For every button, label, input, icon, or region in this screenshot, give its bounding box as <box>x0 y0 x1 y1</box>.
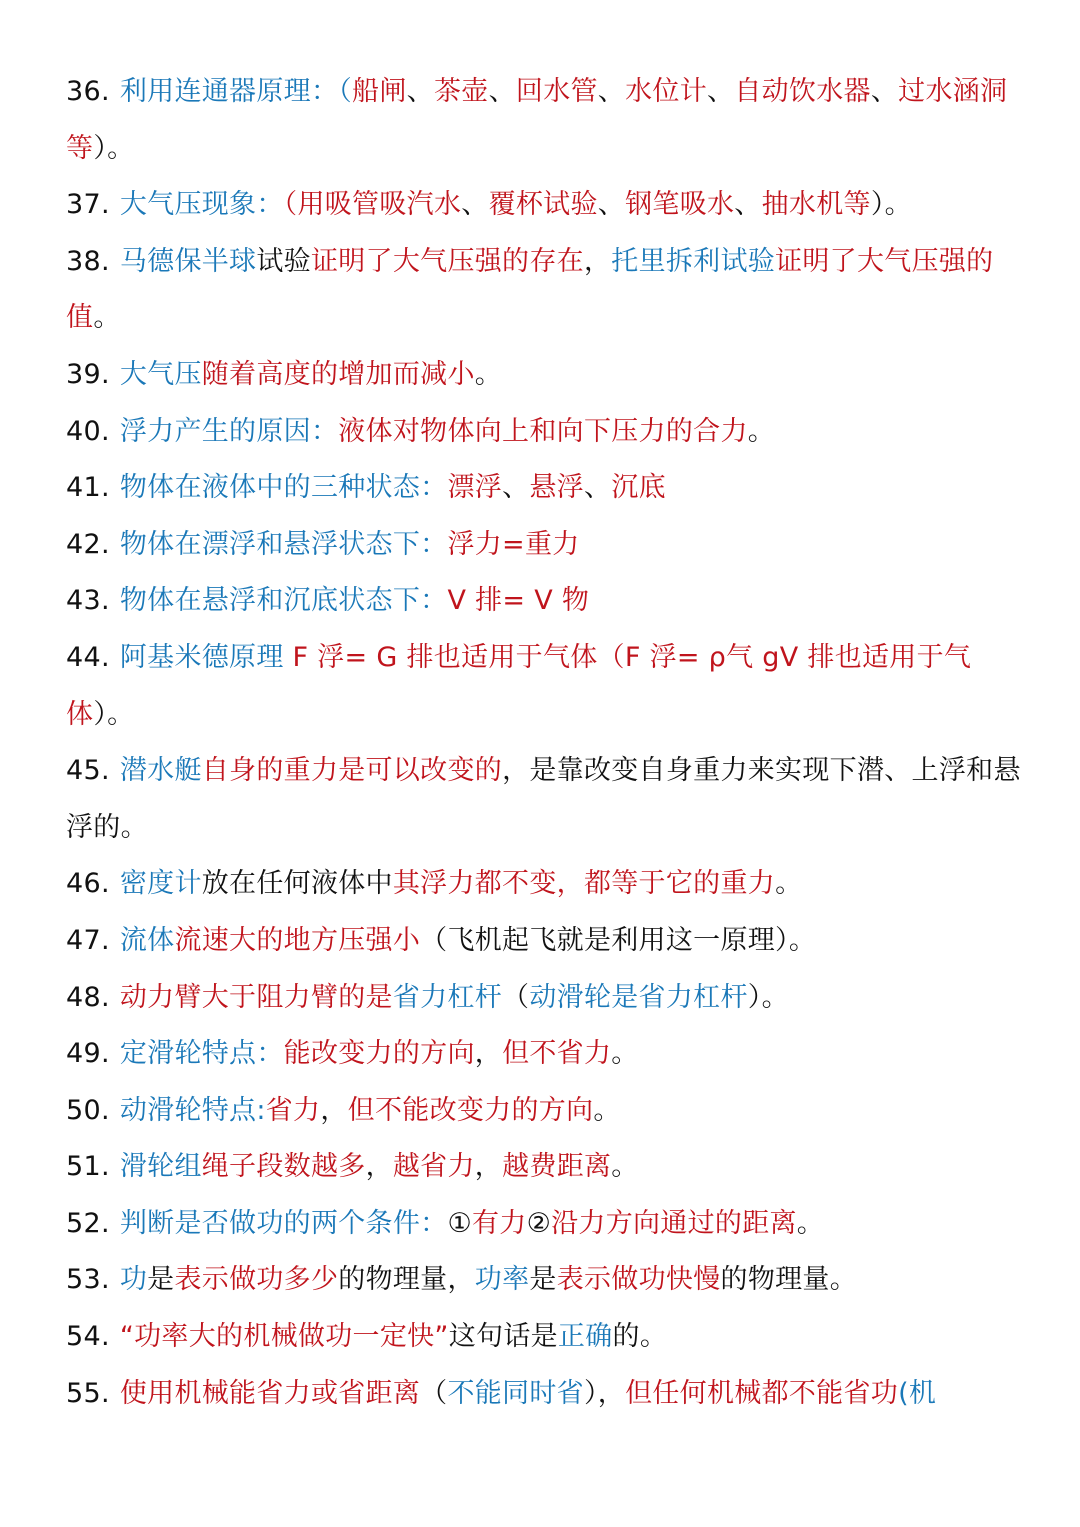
item-text-segment: 能改变力的方向 <box>283 1038 475 1070</box>
item-text-segment: 密度计 <box>119 868 202 900</box>
item-text-segment: （ <box>502 981 530 1013</box>
item-number: 52. <box>66 1207 110 1239</box>
item-text-segment: 随着高度的增加而减小 <box>201 358 475 390</box>
list-item <box>66 460 1026 517</box>
item-text-segment: 放在任何液体中 <box>201 868 393 900</box>
item-text-segment: 试验 <box>256 245 311 277</box>
item-text-segment: 沉底 <box>611 472 666 504</box>
item-text-segment: 证明了大气压强的值 <box>66 245 994 334</box>
item-text-segment: 钢笔吸水 <box>625 189 735 221</box>
item-number: 55. <box>66 1377 110 1409</box>
item-number: 48. <box>66 981 110 1013</box>
item-number: 38. <box>66 245 110 277</box>
item-text-segment: ，是靠改变自身重力来实现下潜、上浮和悬浮的。 <box>66 755 1021 843</box>
item-text-segment: ）。 <box>93 132 135 164</box>
item-text-segment: ）。 <box>747 981 789 1013</box>
item-number: 51. <box>66 1151 110 1183</box>
item-text-segment: 绳子段数越多 <box>201 1151 366 1183</box>
item-text-segment: 。 <box>611 1151 639 1183</box>
item-text-segment: ）。 <box>870 189 912 221</box>
item-text-segment: 。 <box>796 1207 825 1239</box>
item-text-segment: 大气压 <box>119 358 202 390</box>
item-text-segment: 正确 <box>557 1321 613 1353</box>
item-text-segment: （飞机起飞就是利用这一原理）。 <box>420 924 817 956</box>
notes-document <box>66 64 1026 1422</box>
item-number: 50. <box>66 1094 110 1126</box>
item-text-segment: 浮力产生的原因： <box>119 415 339 447</box>
item-text-segment: 自身的重力是可以改变的 <box>201 755 503 787</box>
item-text-segment: 的。 <box>612 1321 668 1353</box>
item-text-segment: 托里拆利试验 <box>611 245 776 277</box>
item-text-segment: 液体对物体向上和向下压力的合力 <box>338 415 748 447</box>
item-text-segment: 动滑轮是省力杠杆 <box>529 981 748 1013</box>
item-text-segment: 是 <box>529 1264 557 1296</box>
item-text-segment: ① <box>447 1207 472 1239</box>
item-text-segment: 功率 <box>474 1264 530 1296</box>
item-text-segment: 、 <box>707 76 735 107</box>
item-text-segment: 。 <box>775 868 803 900</box>
item-text-segment: （用吸管吸汽水 <box>283 189 462 221</box>
item-text-segment: 这句话是 <box>448 1321 558 1353</box>
item-text-segment: 大气压现象： <box>119 189 284 221</box>
item-number: 53. <box>66 1264 110 1296</box>
list-item <box>66 913 1026 970</box>
item-text-segment: 、 <box>406 76 434 107</box>
item-text-segment: ， <box>365 1151 393 1183</box>
item-text-segment: “功率大的机械做功一定快” <box>119 1321 449 1353</box>
list-item <box>66 1366 1026 1423</box>
item-text-segment: 水位计 <box>625 76 708 107</box>
list-item <box>66 630 1026 743</box>
item-text-segment: 、 <box>461 189 489 221</box>
item-number: 44. <box>66 641 110 673</box>
item-text-segment: 。 <box>593 1094 621 1126</box>
item-text-segment: 船闸 <box>352 76 407 107</box>
item-text-segment: ， <box>474 1151 503 1183</box>
item-text-segment: 、 <box>597 76 626 107</box>
item-text-segment: 回水管 <box>515 76 598 107</box>
item-text-segment: 、 <box>734 189 762 221</box>
item-text-segment: 利用连通器原理：（ <box>119 76 353 107</box>
item-text-segment: 是 <box>147 1264 175 1296</box>
item-text-segment: 物体在液体中的三种状态： <box>119 472 448 504</box>
item-text-segment: ）。 <box>93 698 135 730</box>
item-text-segment: 但不能改变力的方向 <box>347 1094 594 1126</box>
item-text-segment: 阿基米德原理 <box>119 641 284 673</box>
item-text-segment: 潜水艇 <box>119 755 202 787</box>
item-text-segment: 。 <box>474 358 503 390</box>
list-item <box>66 1196 1026 1253</box>
list-item <box>66 1252 1026 1309</box>
item-text-segment: 省力 <box>265 1094 321 1126</box>
item-text-segment: 流体 <box>119 924 175 956</box>
item-text-segment: 不能同时省 <box>447 1377 584 1409</box>
item-text-segment: 自动饮水器 <box>734 76 871 107</box>
list-item <box>66 64 1026 177</box>
item-number: 49. <box>66 1038 110 1070</box>
item-text-segment: ， <box>583 245 612 277</box>
item-text-segment: 、 <box>870 76 899 107</box>
list-item <box>66 404 1026 461</box>
item-text-segment: 使用机械能省力或省距离 <box>119 1377 421 1409</box>
item-number: 37. <box>66 189 110 221</box>
list-item <box>66 517 1026 574</box>
item-text-segment: 、 <box>502 472 530 504</box>
item-text-segment: 、 <box>597 189 626 221</box>
item-text-segment: 漂浮 <box>447 472 503 504</box>
item-text-segment: 有力 <box>471 1207 527 1239</box>
item-text-segment: 、 <box>488 76 516 107</box>
item-text-segment: 物体在漂浮和悬浮状态下： <box>119 528 448 560</box>
item-number: 42. <box>66 528 110 560</box>
item-text-segment: 的物理量， <box>338 1264 475 1296</box>
item-text-segment: 覆杯试验 <box>488 189 598 221</box>
item-text-segment: 的物理量。 <box>720 1264 858 1296</box>
item-text-segment: 其浮力都不变，都等于它的重力 <box>392 868 776 900</box>
item-number: 39. <box>66 358 110 390</box>
item-text-segment: 越省力 <box>392 1151 475 1183</box>
item-text-segment: 。 <box>93 302 121 334</box>
item-text-segment: 物体在悬浮和沉底状态下： <box>119 585 448 617</box>
item-text-segment: 动滑轮特点: <box>119 1094 266 1126</box>
item-text-segment: ， <box>320 1094 348 1126</box>
list-item <box>66 743 1026 856</box>
item-text-segment: 动力臂大于阻力臂的是 <box>119 981 393 1013</box>
item-text-segment: 越费距离 <box>502 1151 612 1183</box>
item-text-segment: ， <box>474 1038 503 1070</box>
item-text-segment: 表示做功快慢 <box>556 1264 721 1296</box>
item-text-segment: 悬浮 <box>529 472 584 504</box>
item-text-segment: 省力杠杆 <box>392 981 503 1013</box>
list-item <box>66 234 1026 347</box>
item-number: 40. <box>66 415 110 447</box>
item-text-segment: 茶壶 <box>433 76 489 107</box>
item-text-segment: F 浮= G 排也适用于气体（F 浮= ρ气 gV 排也适用于气体 <box>66 641 972 730</box>
item-text-segment: 但不省力 <box>502 1038 612 1070</box>
item-text-segment: 。 <box>611 1038 639 1070</box>
item-text-segment: 判断是否做功的两个条件： <box>119 1207 448 1239</box>
item-text-segment: 表示做功多少 <box>174 1264 339 1296</box>
item-number: 36. <box>66 76 110 107</box>
item-number: 46. <box>66 868 110 900</box>
list-item <box>66 1139 1026 1196</box>
item-text-segment: ② <box>526 1207 552 1239</box>
list-item <box>66 1026 1026 1083</box>
item-text-segment: 但任何机械都不能省功 <box>625 1377 899 1409</box>
item-text-segment: V 排= V 物 <box>447 585 590 617</box>
item-text-segment: 流速大的地方压强小 <box>174 924 421 956</box>
item-text-segment: ）， <box>583 1377 626 1409</box>
item-text-segment: 滑轮组 <box>119 1151 202 1183</box>
list-item <box>66 177 1026 234</box>
list-item <box>66 970 1026 1027</box>
item-text-segment: 功 <box>119 1264 148 1296</box>
item-text-segment: （ <box>420 1377 448 1409</box>
item-text-segment: 证明了大气压强的存在 <box>310 245 584 277</box>
item-number: 54. <box>66 1321 110 1353</box>
item-text-segment: 马德保半球 <box>119 245 257 277</box>
list-item <box>66 573 1026 630</box>
item-text-segment: 。 <box>747 415 776 447</box>
item-text-segment: 浮力=重力 <box>447 528 580 560</box>
item-text-segment: 、 <box>583 472 612 504</box>
item-number: 41. <box>66 472 110 504</box>
item-number: 45. <box>66 755 110 787</box>
item-text-segment: 抽水机等 <box>761 189 871 221</box>
list-item <box>66 1309 1026 1366</box>
item-number: 43. <box>66 585 110 617</box>
item-text-segment: 定滑轮特点： <box>119 1038 284 1070</box>
list-item <box>66 347 1026 404</box>
item-number: 47. <box>66 924 110 956</box>
list-item <box>66 856 1026 913</box>
list-item <box>66 1083 1026 1140</box>
item-text-segment: 过水涵洞等 <box>66 76 1008 164</box>
item-text-segment: 沿力方向通过的距离 <box>551 1207 797 1239</box>
item-text-segment: (机 <box>898 1377 937 1409</box>
